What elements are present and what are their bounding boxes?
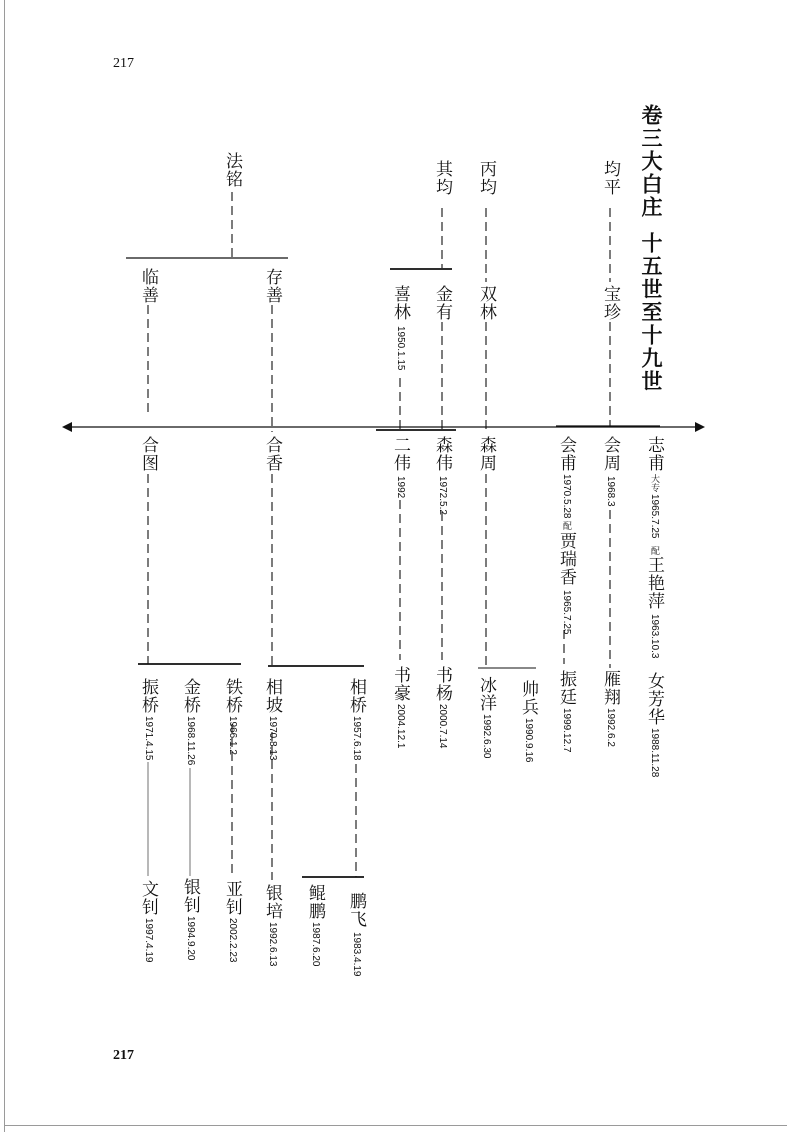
date-zhen-qiao: 1971.4.15 [143,716,154,761]
book-title: 卷三大白庄 [639,104,663,219]
person-xi-lin: 喜林 [390,285,410,321]
spouse-zhi-fu: 王艳萍 [644,556,664,610]
person-bing-jun: 丙均 [476,160,496,196]
person-shu-hao: 书豪 [390,666,410,702]
date-sen-wei: 1972.5.2 [437,476,448,515]
person-bing-yang: 冰洋 [476,676,496,712]
date-ya-diao: 2002.2.23 [227,918,238,963]
person-jin-qiao: 金桥 [180,678,200,714]
person-hui-fu: 会甫 [556,436,576,472]
person-peng-fei: 鹏飞 [346,892,366,928]
person-fang-hua: 女芳华 [644,672,664,726]
person-zhen-ting: 振廷 [556,670,576,706]
person-zhen-qiao: 振桥 [138,678,158,714]
right-arrow-icon [695,422,705,432]
date-hui-zhou: 1968.3 [605,476,616,507]
person-jin-you: 金有 [432,285,452,321]
date-shuai-bing: 1990.9.16 [523,718,534,763]
person-shuang-lin: 双林 [476,285,496,321]
label-zhi-fu-pei: 配 [649,546,659,555]
date-jin-qiao: 1968.11.26 [185,716,196,766]
person-jun-ping: 均平 [600,160,620,196]
person-yin-diao: 银钊 [180,878,200,914]
person-hui-zhou: 会周 [600,436,620,472]
person-sen-zhou: 森周 [476,436,496,472]
date-yin-diao: 1994.9.20 [185,916,196,961]
label-hui-fu-pei: 配 [561,521,571,530]
person-he-tu: 合图 [138,436,158,472]
person-sen-wei: 森伟 [432,436,452,472]
date-xi-lin: 1950.1.15 [395,326,406,371]
person-wen-diao: 文钊 [138,880,158,916]
date-bing-yang: 1992.6.30 [481,714,492,759]
person-kun-peng: 鲲鹏 [305,884,325,920]
page-number-bottom: 217 [113,1048,134,1063]
person-he-xiang: 合香 [262,436,282,472]
person-cun-shan: 存善 [262,268,282,304]
person-shuai-bing: 帅兵 [518,680,538,716]
person-lin-shan: 临善 [138,268,158,304]
note-zhi-fu: 大专 [649,474,659,492]
date-xiang-qiao: 1957.6.18 [351,716,362,761]
date-hui-fu: 1970.5.28 [561,474,572,519]
person-xiang-po: 相坡 [262,678,282,714]
left-arrow-icon [62,422,72,432]
person-shu-yang: 书杨 [432,666,452,702]
date-xiang-po: 1970.8.13 [267,716,278,761]
page-number-top: 217 [113,56,134,71]
person-bao-zhen: 宝珍 [600,285,620,321]
date-shu-hao: 2004.12.1 [395,704,406,749]
person-zhi-fu: 志甫 [644,436,664,472]
date-zhen-ting: 1999.12.7 [561,708,572,753]
person-fa-ming: 法铭 [222,152,242,188]
date-yin-pei: 1992.6.13 [267,922,278,967]
date-yan-xiang: 1992.6.2 [605,708,616,747]
date-wen-diao: 1997.4.19 [143,918,154,963]
spouse-hui-fu: 贾瑞香 [556,532,576,586]
date-hui-fu-spouse: 1965.7.25 [561,590,572,635]
generation-range: 十五世至十九世 [639,232,663,393]
date-fang-hua: 1988.11.28 [649,728,660,778]
person-tie-qiao: 铁桥 [222,678,242,714]
date-er-wei: 1992 [395,476,406,499]
person-er-wei: 二伟 [390,436,410,472]
date-peng-fei: 1983.4.19 [351,932,362,977]
person-yin-pei: 银培 [262,884,282,920]
date-tie-qiao: 1966.1.2 [227,716,238,755]
person-yan-xiang: 雁翔 [600,670,620,706]
date-zhi-fu-spouse: 1963.10.3 [649,614,660,659]
date-zhi-fu: 1965.7.25 [649,494,660,539]
person-xiang-qiao: 相桥 [346,678,366,714]
date-shu-yang: 2000.7.14 [437,704,448,749]
person-qi-jun: 其均 [432,160,452,196]
date-kun-peng: 1987.6.20 [310,922,321,967]
person-ya-diao: 亚钊 [222,880,242,916]
